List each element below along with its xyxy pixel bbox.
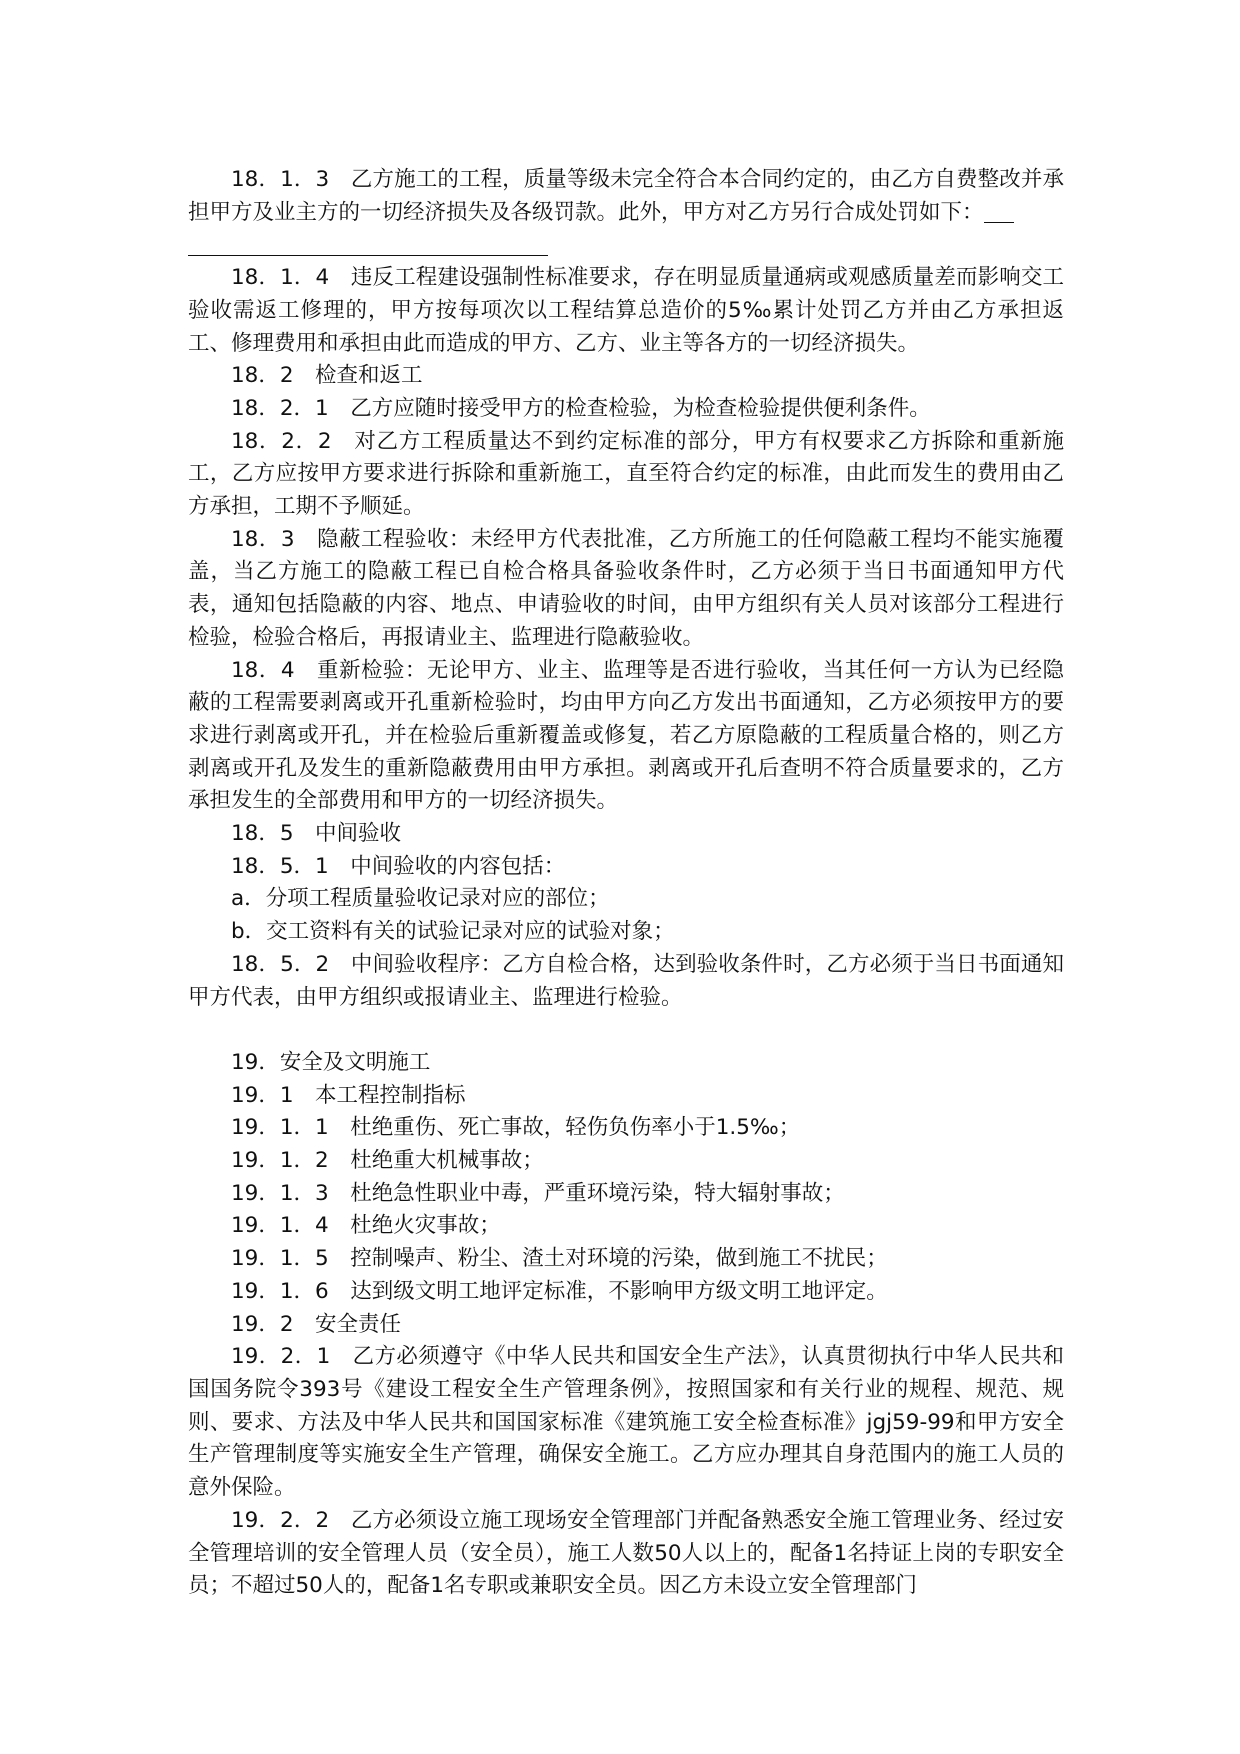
- clause-18-2-2: 18．2．2 对乙方工程质量达不到约定标准的部分，甲方有权要求乙方拆除和重新施工，乙方应按甲方要求进行拆除和重新施工，直至符合约定的标准，由此而发生的费用由乙方承担，工期不予顺延。: [188, 428, 1064, 520]
- clause-19-1-1: 19．1．1 杜绝重伤、死亡事故，轻伤负伤率小于1.5‰；: [231, 1115, 801, 1141]
- clause-text: 18．1．3 乙方施工的工程，质量等级未完全符合本合同约定的，由乙方自费整改并承担甲方及业主方的一切经济损失及各级罚款。此外，甲方对乙方另行合成处罚如下：: [188, 167, 1064, 225]
- fill-blank-line: [984, 200, 1014, 223]
- clause-18-1-4: 18．1．4 违反工程建设强制性标准要求，存在明显质量通病或观感质量差而影响交工验收需返工修理的，甲方按每项次以工程结算总造价的5‰累计处罚乙方并由乙方承担返工、修理费用和承担由此而造成的甲方、乙方、业主等各方的一切经济损失。: [188, 265, 1064, 356]
- heading-18-2: 18．2 检查和返工: [231, 363, 423, 389]
- clause-18-5-2: 18．5．2 中间验收程序：乙方自检合格，达到验收条件时，乙方必须于当日书面通知甲方代表，由甲方组织或报请业主、监理进行检验。: [188, 951, 1064, 1010]
- clause-18-2-1: 18．2．1 乙方应随时接受甲方的检查检验，为检查检验提供便利条件。: [231, 395, 931, 421]
- spacer: [188, 1014, 1064, 1047]
- clause-18-4: 18．4 重新检验：无论甲方、业主、监理等是否进行验收，当其任何一方认为已经隐蔽的工程需要剥离或开孔重新检验时，均由甲方向乙方发出书面通知，乙方必须按甲方的要求进行剥离或开孔，并在检验后重新覆盖或修复，若乙方原隐蔽的工程质量合格的，则乙方剥离或开孔及发生的重新隐蔽费用由甲方承担。剥离或开孔后查明不符合质量要求的，乙方承担发生的全部费用和甲方的一切经济损失。: [188, 657, 1064, 814]
- clause-19-2-1: 19．2．1 乙方必须遵守《中华人民共和国安全生产法》，认真贯彻执行中华人民共和国国务院令393号《建设工程安全生产管理条例》，按照国家和有关行业的规程、规范、规则、要求、方法及中华人民共和国国家标准《建筑施工安全检查标准》jgj59-99和甲方安全生产管理制度等实施安全生产管理，确保安全施工。乙方应办理其自身范围内的施工人员的意外保险。: [188, 1344, 1064, 1501]
- clause-19-1-6: 19．1．6 达到级文明工地评定标准，不影响甲方级文明工地评定。: [231, 1278, 888, 1304]
- clause-18-3: 18．3 隐蔽工程验收：未经甲方代表批准，乙方所施工的任何隐蔽工程均不能实施覆盖，当乙方施工的隐蔽工程已自检合格具备验收条件时，乙方必须于当日书面通知甲方代表，通知包括隐蔽的内容、地点、申请验收的时间，由甲方组织有关人员对该部分工程进行检验，检验合格后，再报请业主、监理进行隐蔽验收。: [188, 526, 1064, 650]
- clause-18-1-3: [188, 164, 1064, 229]
- heading-18-5: 18．5 中间验收: [231, 821, 402, 847]
- document-page: [188, 164, 1064, 1603]
- heading-19: 19．安全及文明施工: [231, 1049, 431, 1075]
- clause-19-1-2: 19．1．2 杜绝重大机械事故；: [231, 1148, 544, 1174]
- list-item-a: a．分项工程质量验收记录对应的部位；: [231, 886, 610, 912]
- clause-19-1-5: 19．1．5 控制噪声、粉尘、渣土对环境的污染，做到施工不扰民；: [231, 1246, 888, 1272]
- heading-19-2: 19．2 安全责任: [231, 1311, 402, 1337]
- clause-19-1-4: 19．1．4 杜绝火灾事故；: [231, 1213, 501, 1239]
- clause-18-5-1: 18．5．1 中间验收的内容包括：: [231, 853, 566, 879]
- list-item-b: b．交工资料有关的试验记录对应的试验对象；: [231, 919, 675, 945]
- clause-19-2-2: 19．2．2 乙方必须设立施工现场安全管理部门并配备熟悉安全施工管理业务、经过安全管理培训的安全管理人员（安全员），施工人数50人以上的，配备1名持证上岗的专职安全员；不超过50人的，配备1名专职或兼职安全员。因乙方未设立安全管理部门: [188, 1507, 1064, 1599]
- fill-blank-line: [188, 229, 548, 262]
- clause-19-1-3: 19．1．3 杜绝急性职业中毒，严重环境污染，特大辐射事故；: [231, 1180, 845, 1206]
- heading-19-1: 19．1 本工程控制指标: [231, 1082, 466, 1108]
